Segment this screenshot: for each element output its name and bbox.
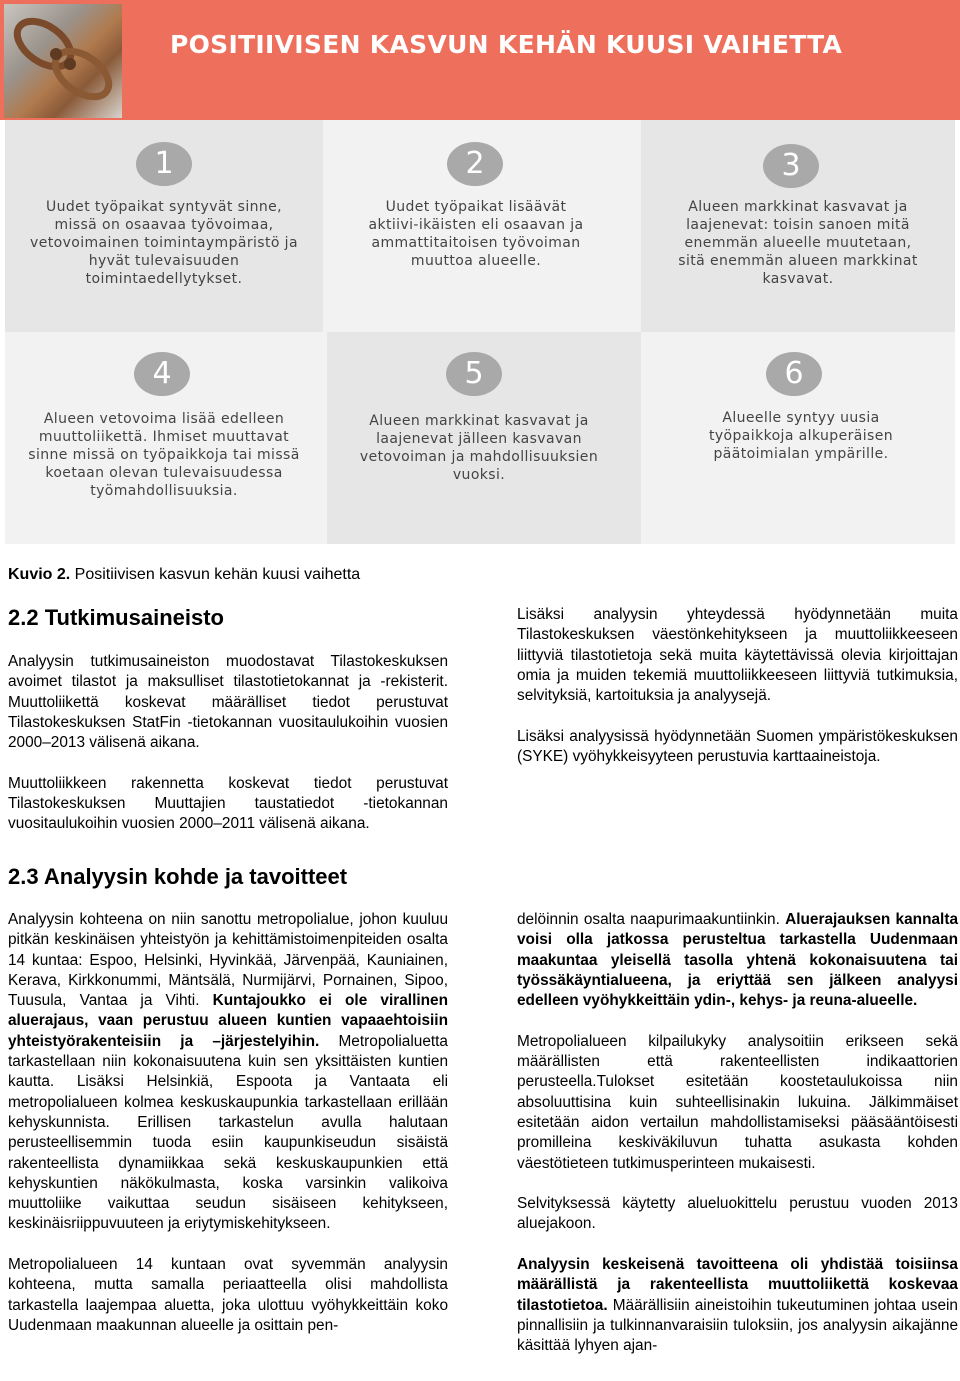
paragraph: Lisäksi analyysin yhteydessä hyödynnetään muita Tilastokeskuksen väestönkehitykseen ja muuttoliikkeeseen liittyviä tilastotietoja sekä muita käytettävissä olevia kirjoittajan omia ja muiden tekemiä muuttoliikkeeseen liittyviä tutkimuksia, selvityksiä, kartoituksia ja analyysejä. [517, 606, 958, 705]
section-22-right-column [517, 605, 958, 788]
bold-text: Analyysin keskeisenä tavoitteena oli yhdistää toisiinsa määrällistä ja rakenteellista muuttoliikettä koskevaa tilastotietoa. [517, 1256, 958, 1314]
bold-text: Kuntajoukko ei ole virallinen aluerajaus, vaan perustuu alueen kuntien vapaaehtoisiin yhteistyörakenteisiin ja –järjestelyihin. [8, 992, 448, 1050]
paragraph: Muuttoliikkeen rakennetta koskevat tiedot perustuvat Tilastokeskuksen Muuttajien taustatiedot -tietokannan vuositaulukoihin vuosien 2000–2011 välisenä aikana. [8, 774, 448, 833]
step-text-4: Alueen vetovoima lisää edelleen muuttoliikettä. Ihmiset muuttavat sinne missä on työpaikkoja tai missä koetaan olevan tulevaisuudessa työmahdollisuuksia. [28, 411, 300, 499]
step-text-5: Alueen markkinat kasvavat ja laajenevat jälleen kasvavan vetovoiman ja mahdollisuuksien vuoksi. [359, 413, 599, 483]
step-cell-3 [641, 120, 955, 332]
step-cell-4 [5, 332, 327, 544]
step-number-1: 1 [136, 142, 192, 186]
step-text-3: Alueen markkinat kasvavat ja laajenevat: toisin sanoen mitä enemmän alueelle muutetaan, sitä enemmän alueen markkinat kasvavat. [678, 199, 918, 287]
step-text-1: Uudet työpaikat syntyvät sinne, missä on osaavaa työvoimaa, vetovoimainen toimintaympäristö ja hyvät tulevaisuuden toimintaedellytykset. [30, 199, 298, 287]
section-23-left-column [8, 910, 448, 1357]
figure-caption [8, 566, 360, 584]
infographic-banner [0, 0, 960, 120]
step-cell-2 [323, 120, 641, 332]
step-text-6: Alueelle syntyy uusia työpaikkoja alkuperäisen päätoimialan ympärille. [708, 410, 894, 462]
paragraph: Lisäksi analyysissä hyödynnetään Suomen ympäristökeskuksen (SYKE) vyöhykkeisyyteen perustuvia karttaaineistoja. [517, 727, 958, 766]
step-text-2: Uudet työpaikat lisäävät aktiivi-ikäisten eli osaavan ja ammattitaitoisen työvoiman muuttoa alueelle. [368, 199, 584, 269]
paragraph: Analyysin tutkimusaineiston muodostavat Tilastokeskuksen avoimet tilastot ja maksulliset tilastotietokannat ja -rekisterit. Muuttoliikettä koskevat määrälliset tiedot perustuvat Tilastokeskuksen StatFin -tietokannan vuositaulukoihin vuosien 2000–2013 välisenä aikana. [8, 653, 448, 752]
paragraph: Analyysin kohteena on niin sanottu metropolialue, johon kuuluu pitkän keskinäisen yhteistyön ja kehittämistoimenpiteiden osalta 14 kuntaa: Espoo, Helsinki, Hyvinkää, Järvenpää, Kauniainen, Kerava, Kirkkonummi, Mäntsälä, Nurmijärvi, Pornainen, Sipoo, Tuusula, Vantaa ja Vihti. Kuntajoukko ei ole virallinen aluerajaus, vaan perustuu alueen kuntien vapaaehtoisiin yhteistyörakenteisiin ja –järjestelyihin. Metropolialuetta tarkastellaan niin kokonaisuutena kuin sen yksittäisten kuntien kautta. Lisäksi Helsinkiä, Espoota ja Vantaata eli metropolialueen kolmea keskuskaupunkia tarkastellaan erillään kehyskunnista. Erillisen tarkastelun avulla halutaan perusteellisemmin tuoda esiin kaupunkiseudun sisäistä rakenteellista dynamiikkaa sekä keskuskaupunkien että kehyskuntien näkökulmasta, koska varsinkin valikoiva muuttoliike vaikuttaa seudun sisäiseen kehitykseen, keskinäisriippuvuuteen ja eriytymiskehitykseen. [8, 911, 448, 1233]
paragraph: delöinnin osalta naapurimaakuntiinkin. Aluerajauksen kannalta voisi olla jatkossa perusteltua tarkastella Uudenmaan maakuntaa yleisellä tasolla yhtenä kokonaisuutena tai työssäkäyntialueena, ja eriyttää sen jälkeen analyysi edelleen vyöhykkeittäin ydin-, kehys- ja reuna-alueelle. [517, 911, 959, 1010]
caption-text: Positiivisen kasvun kehän kuusi vaihetta [70, 566, 361, 583]
section-23-right-column [517, 910, 958, 1377]
step-number-5: 5 [446, 352, 502, 396]
heading-analyysin-kohde: 2.3 Analyysin kohde ja tavoitteet [8, 864, 348, 889]
step-cell-5 [327, 332, 641, 544]
heading-tutkimusaineisto: 2.2 Tutkimusaineisto [8, 605, 224, 630]
step-cell-1 [5, 120, 323, 332]
step-number-4: 4 [134, 352, 190, 396]
infographic-title: POSITIIVISEN KASVUN KEHÄN KUUSI VAIHETTA [170, 30, 843, 59]
step-number-6: 6 [766, 352, 822, 396]
bold-text: Aluerajauksen kannalta voisi olla jatkossa perusteltua tarkastella Uudenmaan maakuntaa yleisellä tasolla yhtenä kokonaisuutena tai työssäkäyntialueena, ja eriyttää sen jälkeen analyysi edelleen vyöhykkeittäin ydin-, kehys- ja reuna-alueelle. [517, 911, 959, 1010]
step-number-2: 2 [447, 142, 503, 186]
paragraph: Metropolialueen 14 kuntaan ovat syvemmän analyysin kohteena, mutta samalla periaatteella olisi mahdollista tarkastella laajempaa aluetta, joka ulottuu vyöhykkeittäin koko Uudenmaan maakunnan alueelle ja osittain pen- [8, 1256, 448, 1334]
paragraph: Selvityksessä käytetty alueluokittelu perustuu vuoden 2013 aluejakoon. [517, 1195, 958, 1233]
step-number-3: 3 [763, 144, 819, 188]
chain-photo [4, 4, 122, 118]
step-cell-6 [641, 332, 955, 544]
paragraph: Metropolialueen kilpailukyky analysoitiin erikseen sekä määrällisten että rakenteellisten indikaattorien perusteella.Tulokset esitetään koostetaulukoissa niin absoluuttisina kuin suhteellisinakin lukuina. Jälkimmäiset esitetään aidon vertailun mahdollistamiseksi pääsääntöisesti promilleina keskiväkiluvun tuhatta asukasta kohden väestötieteen tutkimusperinteen mukaisesti. [517, 1032, 958, 1172]
caption-label: Kuvio 2. [8, 566, 71, 583]
paragraph: Analyysin keskeisenä tavoitteena oli yhdistää toisiinsa määrällistä ja rakenteellista muuttoliikettä koskevaa tilastotietoa. Määrällisiin aineistoihin tukeutuminen johtaa usein pinnallisiin ja tulkinnanvaraisiin tuloksiin, jos analyysin aikajänne käsittää lyhyen ajan- [517, 1256, 958, 1355]
section-22-left-column [8, 652, 448, 855]
